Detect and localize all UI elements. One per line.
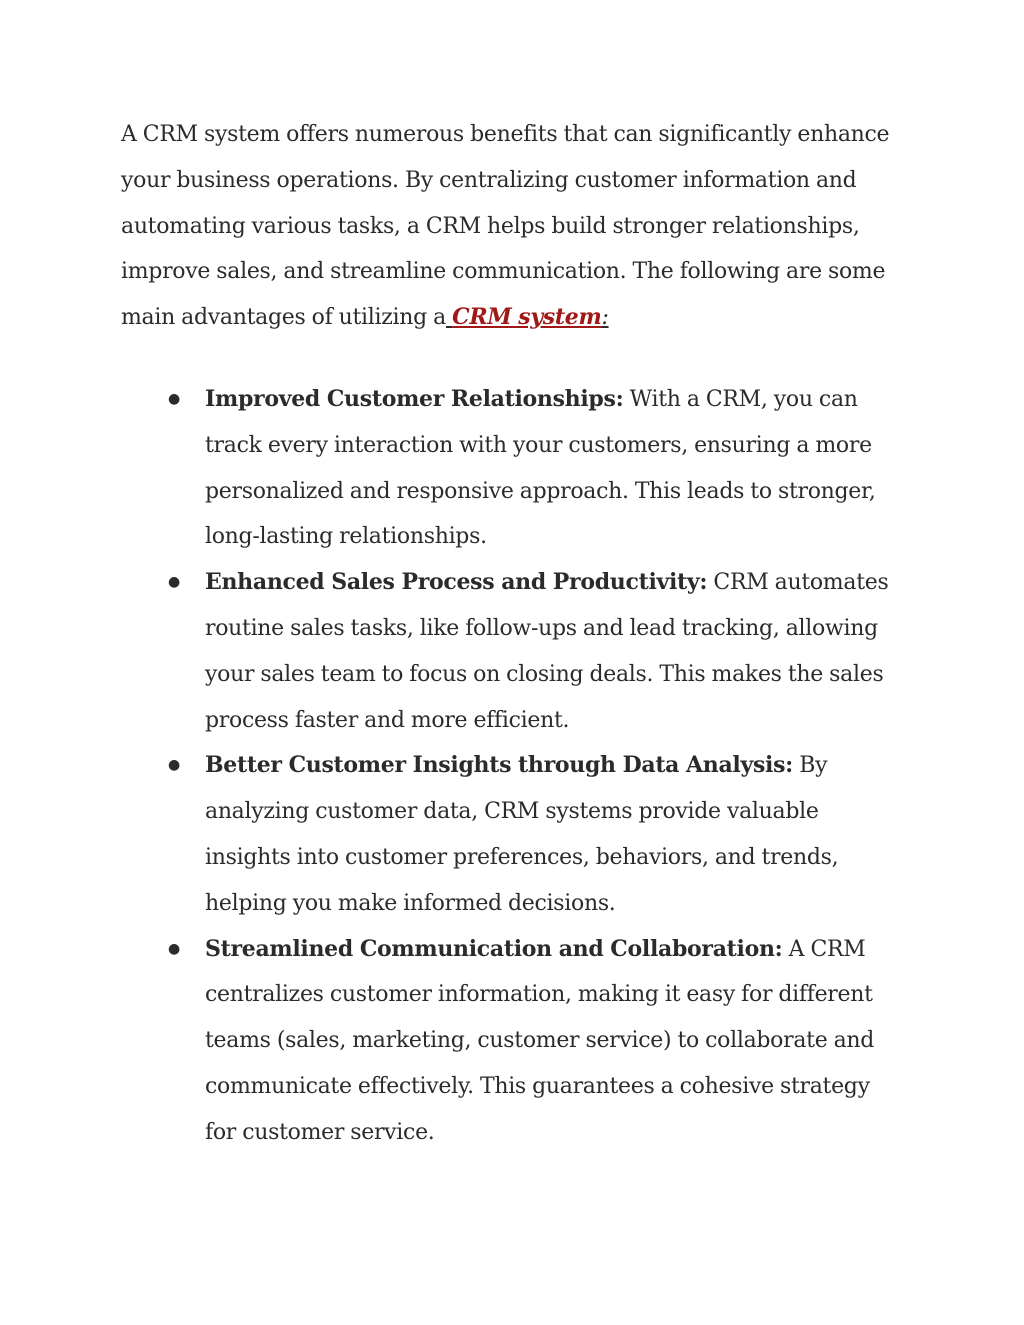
list-item	[121, 743, 895, 926]
benefit-heading: Better Customer Insights through Data Analysis:	[205, 752, 794, 779]
bullet-icon: ●	[168, 757, 180, 774]
intro-text: A CRM system offers numerous benefits that can significantly enhance your business operations. By centralizing customer information and automating various tasks, a CRM helps build stronger relationships, improve sales, and streamline communication. The following are some main advantages of utilizing a	[121, 122, 890, 331]
list-item	[121, 377, 895, 560]
bullet-icon: ●	[168, 940, 180, 957]
document-page	[121, 112, 911, 1156]
list-item	[121, 927, 895, 1156]
benefit-heading: Enhanced Sales Process and Productivity:	[205, 569, 708, 596]
benefit-body: With a CRM, you can track every interaction with your customers, ensuring a more personalized and responsive approach. This leads to stronger, long-lasting relationships.	[205, 386, 876, 550]
intro-paragraph	[121, 112, 911, 341]
benefit-body: By analyzing customer data, CRM systems provide valuable insights into customer preferences, behaviors, and trends, helping you make informed decisions.	[205, 753, 839, 916]
benefit-body: CRM automates routine sales tasks, like follow-ups and lead tracking, allowing your sales team to focus on closing deals. This makes the sales process faster and more efficient.	[205, 570, 889, 733]
benefit-heading: Streamlined Communication and Collaboration:	[205, 935, 783, 962]
bullet-icon: ●	[168, 390, 180, 407]
bullet-icon: ●	[168, 574, 180, 591]
benefit-heading: Improved Customer Relationships:	[205, 385, 624, 412]
intro-colon: :	[601, 305, 609, 331]
benefit-body: A CRM centralizes customer information, making it easy for different teams (sales, marketing, customer service) to collaborate and communicate effectively. This guarantees a cohesive strategy for customer service.	[205, 936, 875, 1145]
benefits-list	[121, 377, 911, 1156]
crm-system-link[interactable]: CRM system	[452, 304, 602, 331]
list-item	[121, 560, 895, 743]
